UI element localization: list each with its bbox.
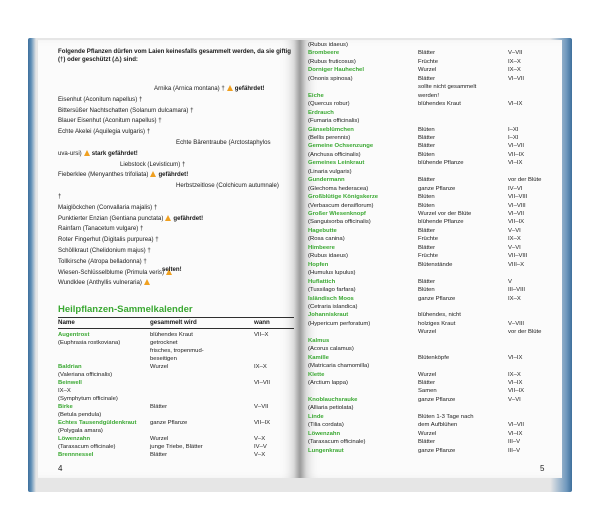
plant-common-name: Hopfen: [308, 261, 329, 268]
collection-months: V–VI: [508, 244, 521, 251]
collected-part: Blätter: [418, 439, 436, 446]
collected-part: Früchte: [418, 58, 438, 65]
plant-name: Bittersüßer Nachtschatten (Solanum dulcamara) †: [58, 106, 194, 114]
plant-common-name: Gemeines Leinkraut: [308, 160, 365, 167]
plant-warning-line: [58, 84, 296, 95]
collected-part: Blüten: [418, 151, 435, 158]
plant-common-name: Johanniskraut: [308, 312, 349, 319]
plant-warning-line: [58, 138, 296, 149]
plant-latin-name: (Polygala amara): [58, 428, 103, 434]
plant-latin-name: (Symphytum officinale): [58, 396, 118, 402]
plant-name: uva-ursi): [58, 149, 82, 157]
danger-label: gefährdet!: [234, 85, 265, 92]
plant-name: Blauer Eisenhut (Aconitum napellus) †: [58, 117, 162, 125]
plant-common-name: Großblütige Königskerze: [308, 194, 379, 201]
collection-months: V: [508, 278, 512, 285]
collected-part: Blätter: [418, 227, 436, 234]
col-header-part: gesammelt wird: [150, 319, 197, 326]
left-page: [38, 40, 300, 478]
plant-warning-text: [58, 95, 142, 106]
plant-warning-line: [58, 235, 296, 246]
collection-months: VII–IX: [508, 151, 525, 158]
col-header-name: Name: [58, 319, 75, 326]
collection-months: V–VIII: [508, 320, 525, 327]
collection-months: V–VII: [508, 50, 523, 57]
collection-months: VI–VIII: [508, 202, 526, 209]
collected-part: beseitigen: [150, 356, 177, 362]
collected-part: Blätter: [418, 134, 436, 141]
plant-common-name: Dorniger Hauhechel: [308, 67, 364, 74]
plant-warning-text: [58, 268, 174, 279]
plant-latin-name: (Acorus calamus): [308, 346, 354, 353]
collected-part: Blüten: [418, 202, 435, 209]
plant-latin-name: (Quercus robur): [308, 101, 350, 108]
plant-warning-text: [58, 214, 203, 225]
plant-warning-line: [58, 170, 296, 181]
plant-common-name: Beinwell: [58, 380, 82, 386]
collection-months: VI–IX: [508, 101, 523, 108]
plant-latin-name: (Arctium lappa): [308, 380, 348, 386]
collected-part: Blütenstände: [418, 261, 453, 268]
collection-months: VI–VII: [508, 422, 525, 429]
plant-common-name: Himbeere: [308, 244, 335, 251]
book-gutter: [294, 40, 306, 478]
plant-common-name: Erdrauch: [308, 109, 334, 116]
plant-warning-text: [58, 257, 147, 268]
collected-part: Wurzel vor der Blüte: [418, 211, 472, 217]
collected-part: holziges Kraut: [418, 320, 456, 327]
collected-part: Wurzel: [418, 371, 437, 378]
plant-name: Punktierter Enzian (Gentiana punctata): [58, 214, 164, 222]
plant-latin-name: (Taraxacum officinale): [58, 444, 116, 450]
collection-months: IX–X: [508, 67, 521, 74]
collected-part: Blätter: [418, 177, 436, 184]
collected-part: Wurzel: [418, 430, 437, 437]
plant-warning-text: [120, 160, 185, 171]
open-book: [38, 40, 562, 480]
plant-warning-line: [58, 149, 296, 160]
plant-latin-name: (Rubus idaeus): [308, 42, 348, 48]
collected-part: Blätter: [418, 75, 436, 82]
plant-common-name: Echtes Tausendgüldenkraut: [58, 420, 137, 426]
collected-part: ganze Pflanze: [418, 447, 456, 454]
warning-triangle-icon: [227, 85, 233, 91]
plant-warning-line: [58, 203, 296, 214]
collected-part: Blätter: [418, 244, 436, 251]
collection-months: VI–VII: [508, 75, 525, 82]
plant-name: Schöllkraut (Chelidonium majus) †: [58, 246, 151, 254]
plant-warning-line: [58, 224, 296, 235]
plant-name: Roter Fingerhut (Digitalis purpurea) †: [58, 236, 159, 244]
plant-warning-text: [154, 84, 265, 95]
collection-months: VII–VIII: [508, 194, 528, 201]
collected-part: ganze Pflanze: [418, 295, 456, 302]
collected-part: getrocknet: [150, 340, 178, 346]
collected-part: Wurzel: [418, 67, 437, 74]
warning-triangle-icon: [144, 279, 150, 285]
collection-months: V–VI: [508, 227, 521, 234]
plant-latin-name: (Matricaria chamomilla): [308, 363, 370, 370]
collection-months: III–V: [508, 447, 521, 454]
collection-months: VI–IX: [508, 430, 523, 437]
plant-name: Tollkirsche (Atropa belladonna) †: [58, 257, 147, 265]
collection-months: VI–VII: [508, 143, 525, 150]
plant-name: Herbstzeitlose (Colchicum autumnale): [176, 182, 279, 190]
plant-name: Maiglöckchen (Convallaria majalis) †: [58, 203, 158, 211]
collection-months: IX–X: [254, 364, 267, 370]
collection-months: VI–IX: [508, 380, 523, 386]
collected-part: ganze Pflanze: [418, 185, 456, 192]
plant-common-name: Eiche: [308, 92, 324, 99]
collected-part: blühendes Kraut: [150, 332, 193, 338]
collected-part: ganze Pflanze: [150, 420, 188, 426]
plant-latin-name: (Humulus lupulus): [308, 270, 356, 277]
collected-part: Blüten: [418, 126, 435, 133]
plant-latin-name: (Valeriana officinalis): [58, 372, 113, 378]
plant-name: Liebstock (Levisticum) †: [120, 160, 186, 168]
page-number-right: 5: [540, 464, 545, 473]
collection-months: VI–IX: [508, 354, 523, 361]
plant-common-name: Gänseblümchen: [308, 126, 354, 133]
warning-triangle-icon: [165, 215, 171, 221]
plant-warning-line: [58, 214, 296, 225]
danger-label: gefährdet!: [173, 214, 204, 222]
table-header-rule: [58, 328, 294, 329]
plant-latin-name: (Alliaria petiolata): [308, 405, 354, 412]
collection-months: IX–X: [508, 371, 521, 378]
collection-months: VIII–X: [508, 261, 525, 268]
plant-common-name: Gemeine Ochsenzunge: [308, 143, 374, 150]
plant-latin-name: (Glechoma hederacea): [308, 185, 369, 192]
plant-latin-name: (Betula pendula): [58, 412, 102, 418]
collected-part: Samen: [418, 388, 437, 395]
plant-common-name: Löwenzahn: [308, 430, 341, 437]
collection-months: vor der Blüte: [508, 329, 542, 336]
plant-warning-text: [58, 192, 61, 203]
collected-part: sollte nicht gesammelt: [418, 84, 477, 91]
collected-part: ganze Pflanze: [418, 396, 456, 403]
collection-months: V–VII: [254, 404, 269, 410]
collection-months: VII–IX: [508, 219, 525, 226]
plant-name: Fieberklee (Menyanthes trifoliata): [58, 171, 149, 179]
plant-warning-line: [58, 106, 296, 117]
plant-name: Wiesen-Schlüsselblume (Primula veris): [58, 268, 164, 276]
collection-months: III–VIII: [508, 287, 526, 294]
collected-part: werden!: [418, 92, 439, 99]
plant-name: Eisenhut (Aconitum napellus) †: [58, 95, 143, 103]
collected-part: Wurzel: [418, 329, 437, 336]
plant-warning-line: [58, 192, 296, 203]
plant-warning-text: [58, 149, 138, 160]
plant-common-name: Knoblauchsrauke: [308, 396, 358, 403]
plant-latin-name: IX–X: [58, 388, 71, 394]
plant-latin-name: (Linaria vulgaris): [308, 168, 352, 175]
plant-common-name: Brennnessel: [58, 452, 94, 458]
collected-part: Blüten 1-3 Tage nach: [418, 413, 474, 420]
plant-name: Wundklee (Anthyllis vulneraria): [58, 279, 142, 287]
collection-months: VI–IX: [508, 160, 523, 167]
collection-months: VII–IX: [254, 420, 271, 426]
plant-latin-name: (Fumaria officinalis): [308, 118, 360, 125]
plant-warning-text: [58, 278, 152, 289]
collection-months: VII–X: [254, 332, 269, 338]
plant-common-name: Gundermann: [308, 177, 345, 184]
collection-months: IX–X: [508, 58, 521, 65]
plant-latin-name: (Anchusa officinalis): [308, 151, 361, 158]
plant-warning-text: [58, 235, 159, 246]
plant-warning-text: [58, 127, 150, 138]
danger-label: gefährdet!: [158, 171, 189, 179]
collected-part: blühende Pflanze: [418, 160, 464, 167]
collected-part: Wurzel: [150, 436, 169, 442]
selten-note: selten!: [162, 266, 182, 273]
collected-part: Blätter: [418, 143, 436, 150]
collected-part: Blütenköpfe: [418, 354, 450, 361]
collection-months: I–XI: [508, 126, 519, 133]
plant-name: Echte Akelei (Aquilegia vulgaris) †: [58, 128, 151, 136]
plant-latin-name: (Cetraria islandica): [308, 303, 358, 310]
plant-latin-name: (Euphrasia rostkoviana): [58, 340, 121, 346]
collection-months: I–XI: [508, 134, 519, 141]
plant-warning-text: [58, 224, 143, 235]
plant-warning-line: [58, 246, 296, 257]
collection-months: vor der Blüte: [508, 177, 542, 184]
collection-months: IX–X: [508, 295, 521, 302]
plant-warning-text: [58, 116, 162, 127]
collection-months: VII–VIII: [508, 253, 528, 260]
collected-part: Blüten: [418, 287, 435, 294]
plant-name: Rainfarn (Tanacetum vulgare) †: [58, 225, 144, 233]
collection-months: V–VI: [508, 396, 521, 403]
col-header-when: wann: [254, 319, 270, 326]
collected-part: Blätter: [418, 380, 436, 386]
collection-months: IX–X: [508, 236, 521, 243]
collected-part: Blüten: [418, 194, 435, 201]
collected-part: blühende Pflanze: [418, 219, 464, 226]
plant-common-name: Isländisch Moos: [308, 295, 354, 302]
collection-months: VII–IX: [508, 388, 525, 395]
collection-months: IV–VI: [508, 185, 523, 192]
danger-label: stark gefährdet!: [91, 149, 138, 157]
plant-warning-text: [58, 203, 157, 214]
plant-warning-text: [176, 181, 279, 192]
plant-latin-name: (Verbascum densiflorum): [308, 202, 374, 209]
plant-common-name: Kalmus: [308, 337, 330, 344]
plant-warning-line: [58, 127, 296, 138]
plant-latin-name: (Tilia cordata): [308, 422, 344, 429]
plant-common-name: Augentrost: [58, 332, 90, 338]
plant-latin-name: (Rubus fruticosus): [308, 58, 356, 65]
plant-common-name: Hagebutte: [308, 227, 337, 234]
collected-part: dem Aufblühen: [418, 422, 458, 429]
warning-triangle-icon: [150, 171, 156, 177]
plant-warning-line: [58, 160, 296, 171]
plant-warning-line: [58, 278, 296, 289]
plant-common-name: Kamille: [308, 354, 329, 361]
page-number-left: 4: [58, 464, 63, 473]
collected-part: blühendes, nicht: [418, 312, 461, 319]
plant-latin-name: (Bellis perennis): [308, 134, 351, 141]
collection-months: V–X: [254, 436, 266, 442]
plant-name: Arnika (Arnica montana) †: [154, 85, 225, 92]
collected-part: Blätter: [418, 50, 436, 57]
plant-latin-name: (Hypericum perforatum): [308, 320, 371, 327]
collected-part: Früchte: [418, 236, 438, 243]
plant-name: †: [58, 192, 62, 200]
collected-part: Wurzel: [150, 364, 169, 370]
plant-latin-name: (Taraxacum officinale): [308, 439, 366, 446]
right-page: [300, 40, 562, 478]
collected-part: Blätter: [150, 452, 168, 458]
plant-warning-line: [58, 181, 296, 192]
plant-common-name: Klette: [308, 371, 325, 378]
plant-common-name: Huflattich: [308, 278, 336, 285]
collection-months: III–V: [508, 439, 521, 446]
calendar-heading: Heilpflanzen-Sammelkalender: [58, 304, 193, 315]
collection-months: VI–VII: [254, 380, 271, 386]
plant-latin-name: (Rosa canina): [308, 236, 345, 243]
collection-months: VI–VII: [508, 211, 525, 217]
plant-warning-text: [176, 138, 271, 149]
plant-common-name: Linde: [308, 413, 324, 420]
poisonous-plant-list: [58, 84, 296, 289]
table-top-rule: [58, 317, 294, 318]
plant-common-name: Großer Wiesenknopf: [308, 211, 366, 217]
plant-common-name: Baldrian: [58, 364, 82, 370]
collected-part: junge Triebe, Blätter: [150, 444, 203, 450]
plant-warning-text: [58, 170, 188, 181]
plant-warning-line: [58, 116, 296, 127]
plant-warning-text: [58, 246, 151, 257]
warning-triangle-icon: [84, 150, 90, 156]
plant-latin-name: (Tussilago farfara): [308, 287, 356, 294]
plant-warning-line: [58, 95, 296, 106]
plant-name: Echte Bärentraube (Arctostaphylos: [176, 138, 271, 146]
collected-part: Blätter: [418, 278, 436, 285]
collected-part: blühendes Kraut: [418, 101, 461, 108]
plant-latin-name: (Rubus idaeus): [308, 253, 348, 260]
plant-common-name: Birke: [58, 404, 73, 410]
collection-months: IV–V: [254, 444, 267, 450]
collected-part: Blätter: [150, 404, 168, 410]
plant-latin-name: (Sanguisorba officinalis): [308, 219, 371, 226]
plant-latin-name: (Ononis spinosa): [308, 75, 353, 82]
collected-part: Früchte: [418, 253, 438, 260]
intro-text: Folgende Pflanzen dürfen vom Laien keinesfalls gesammelt werden, da sie giftig (†) oder geschützt (⚠) sind:: [58, 48, 291, 64]
collection-months: V–X: [254, 452, 266, 458]
plant-common-name: Lungenkraut: [308, 447, 344, 454]
plant-common-name: Löwenzahn: [58, 436, 91, 442]
plant-common-name: Brombeere: [308, 50, 340, 57]
plant-warning-text: [58, 106, 193, 117]
collected-part: frisches, tropenmud-: [150, 348, 204, 354]
